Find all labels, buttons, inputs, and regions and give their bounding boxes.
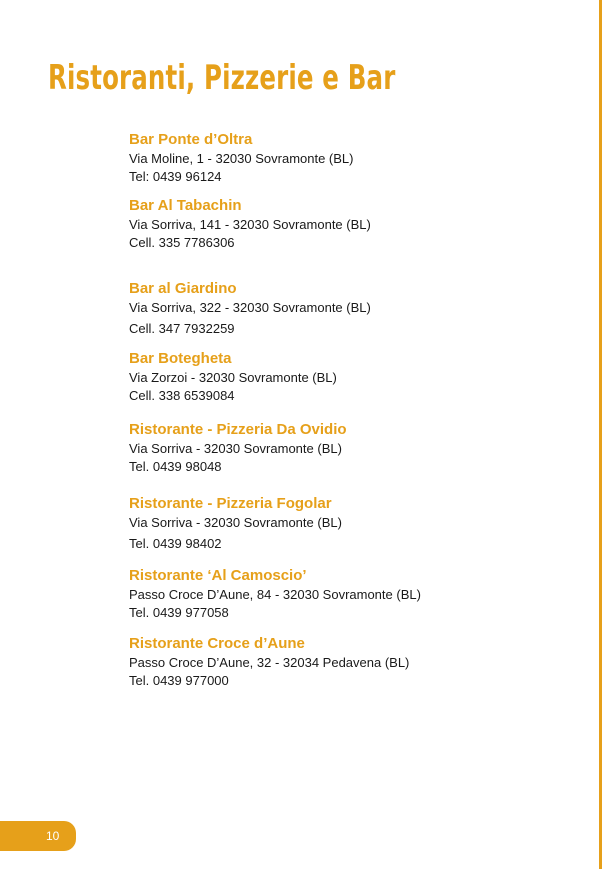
listing-bar-ponte-doltra bbox=[129, 130, 589, 186]
listing-address: Via Moline, 1 - 32030 Sovramonte (BL) bbox=[129, 151, 354, 166]
listing-phone: Tel. 0439 977000 bbox=[129, 673, 229, 688]
listing-name: Bar al Giardino bbox=[129, 280, 237, 297]
listing-ristorante-croce-daune bbox=[129, 634, 589, 690]
page-number-tab bbox=[0, 821, 76, 851]
listing-name: Bar Ponte d’Oltra bbox=[129, 131, 253, 148]
listing-name: Ristorante - Pizzeria Da Ovidio bbox=[129, 421, 347, 438]
listing-ristorante-fogolar bbox=[129, 494, 589, 553]
page-edge-rule bbox=[599, 0, 602, 869]
listing-name: Ristorante Croce d’Aune bbox=[129, 635, 305, 652]
listing-name: Bar Al Tabachin bbox=[129, 197, 242, 214]
listing-phone: Cell. 338 6539084 bbox=[129, 388, 235, 403]
listing-address: Via Sorriva, 141 - 32030 Sovramonte (BL) bbox=[129, 217, 371, 232]
listing-address: Via Sorriva - 32030 Sovramonte (BL) bbox=[129, 515, 342, 530]
listing-bar-botegheta bbox=[129, 349, 589, 405]
listing-phone: Tel. 0439 98402 bbox=[129, 536, 222, 551]
page-number: 10 bbox=[46, 829, 60, 843]
listing-address: Via Sorriva, 322 - 32030 Sovramonte (BL) bbox=[129, 300, 371, 315]
listing-address: Passo Croce D’Aune, 84 - 32030 Sovramonte (BL) bbox=[129, 587, 421, 602]
listing-name: Ristorante - Pizzeria Fogolar bbox=[129, 495, 332, 512]
listing-phone: Cell. 335 7786306 bbox=[129, 235, 235, 250]
listing-bar-al-tabachin bbox=[129, 196, 589, 252]
listing-name: Ristorante ‘Al Camoscio’ bbox=[129, 567, 307, 584]
page-title: Ristoranti, Pizzerie e Bar bbox=[48, 58, 396, 98]
listing-address: Via Sorriva - 32030 Sovramonte (BL) bbox=[129, 441, 342, 456]
listing-address: Via Zorzoi - 32030 Sovramonte (BL) bbox=[129, 370, 337, 385]
listing-phone: Tel. 0439 98048 bbox=[129, 459, 222, 474]
listing-ristorante-al-camoscio bbox=[129, 566, 589, 622]
listing-name: Bar Botegheta bbox=[129, 350, 232, 367]
listing-bar-al-giardino bbox=[129, 279, 589, 338]
listing-phone: Cell. 347 7932259 bbox=[129, 321, 235, 336]
listing-phone: Tel: 0439 96124 bbox=[129, 169, 222, 184]
listing-address: Passo Croce D’Aune, 32 - 32034 Pedavena (BL) bbox=[129, 655, 410, 670]
listing-ristorante-da-ovidio bbox=[129, 420, 589, 476]
listing-phone: Tel. 0439 977058 bbox=[129, 605, 229, 620]
